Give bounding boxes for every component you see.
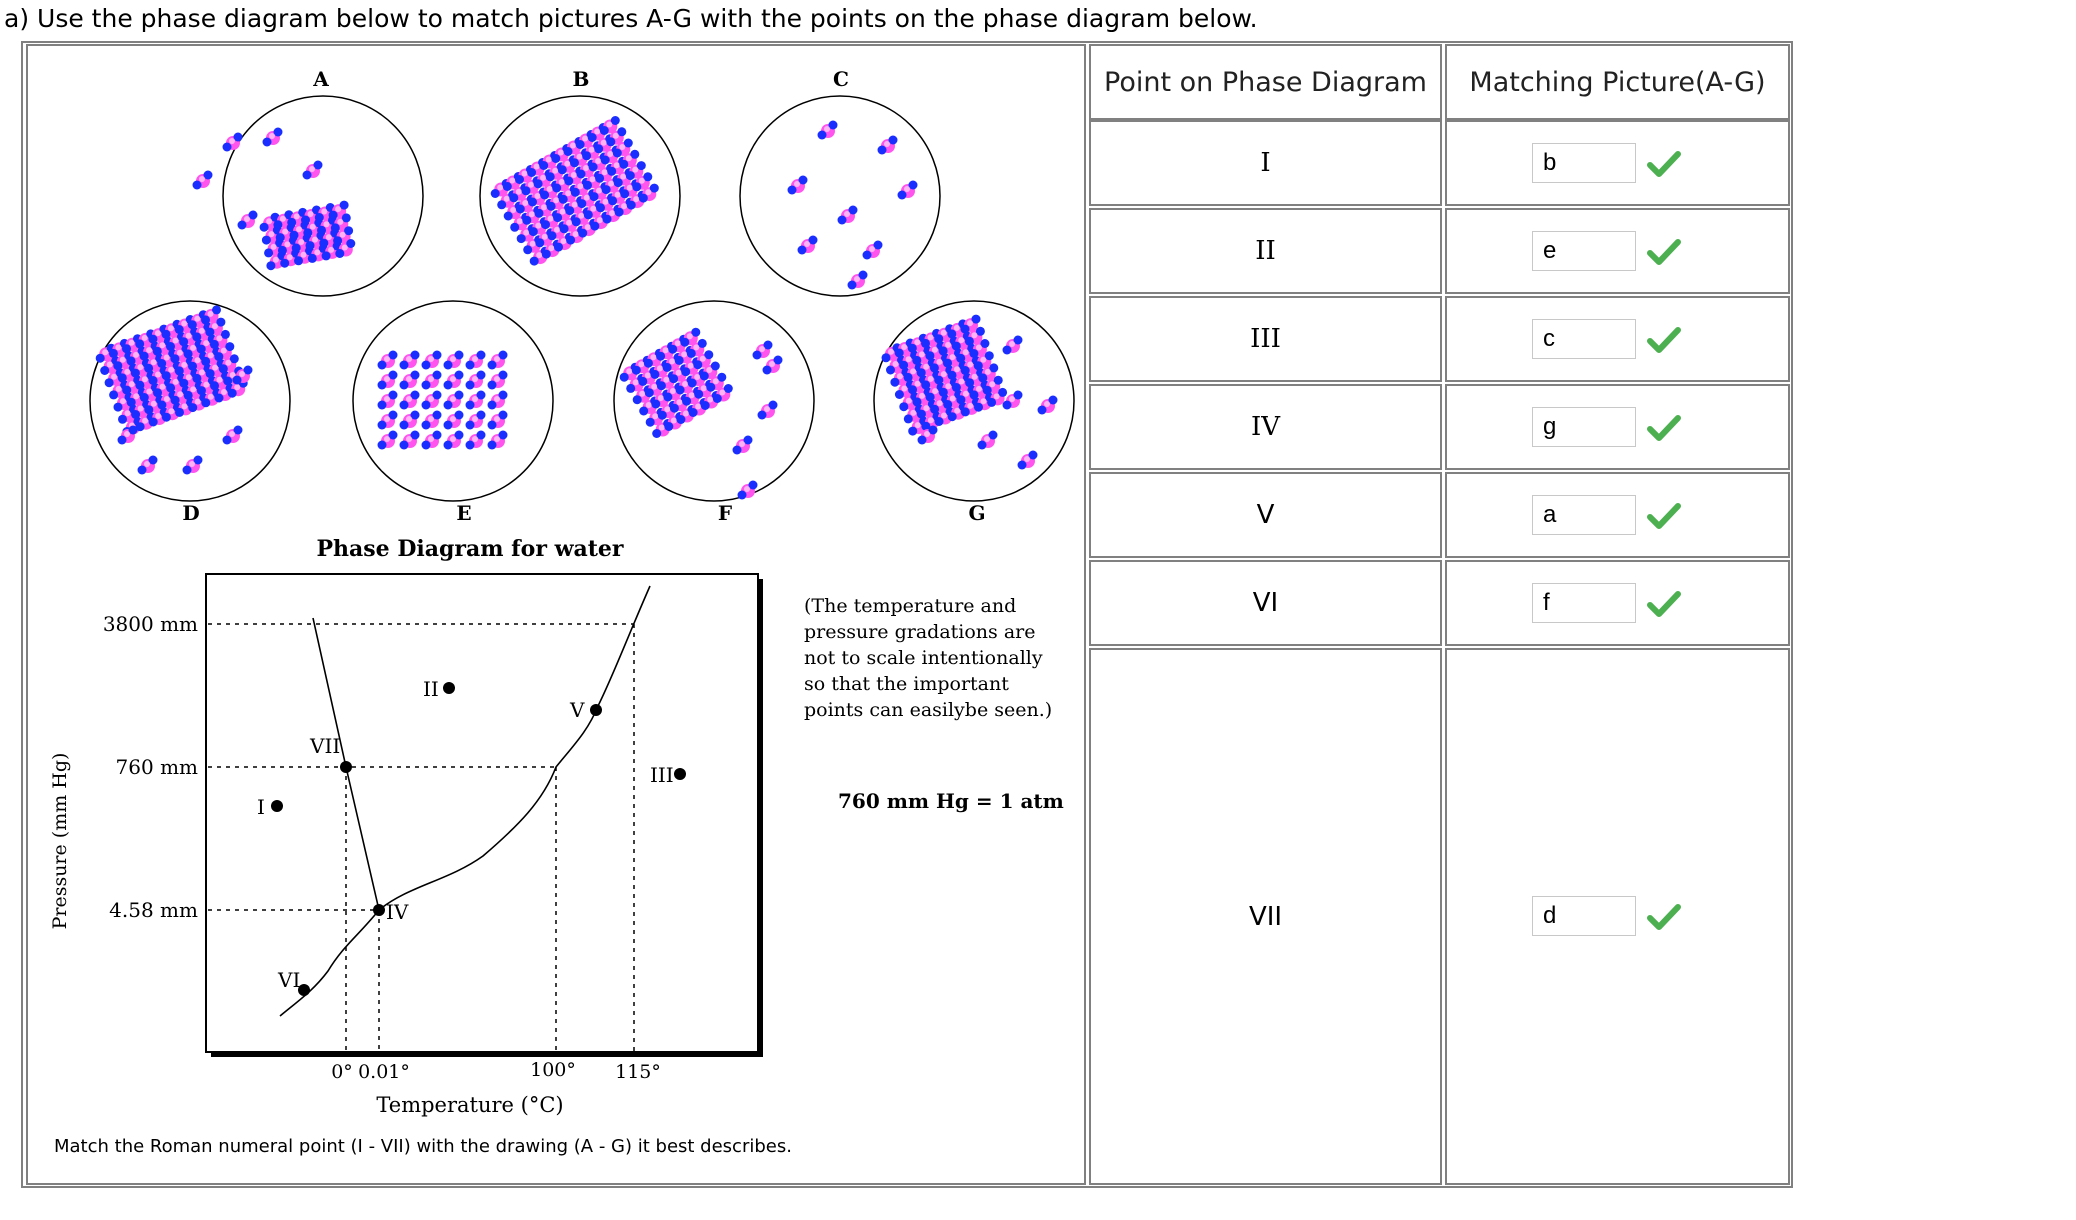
check-icon [1647, 589, 1681, 619]
figure-canvas [28, 46, 1084, 1183]
header-point: Point on Phase Diagram [1089, 44, 1442, 120]
row-point-vi: VI [1089, 560, 1442, 646]
x-tick-100: 100° [530, 1059, 576, 1081]
check-icon [1647, 902, 1681, 932]
note-line-5: points can easilybe seen.) [804, 699, 1053, 721]
question-text: a) Use the phase diagram below to match pictures A-G with the points on the phase diagram below. [4, 4, 1258, 33]
row-answer-cell-i [1445, 120, 1790, 206]
row-answer-cell-v [1445, 472, 1790, 558]
point-vii-label: VII [310, 734, 341, 758]
point-ii-marker [443, 682, 455, 694]
answer-input-iii[interactable]: c [1532, 319, 1636, 359]
note-line-4: so that the important [804, 673, 1009, 695]
row-point-i: I [1089, 120, 1442, 206]
row-answer-cell-ii [1445, 208, 1790, 294]
y-axis-label: Pressure (mm Hg) [49, 752, 71, 930]
point-iv-label: IV [386, 900, 409, 924]
point-i-marker [271, 800, 283, 812]
point-vi-label: VI [278, 968, 301, 992]
picture-label-a: A [313, 67, 329, 91]
check-icon [1647, 149, 1681, 179]
instruction-text: Match the Roman numeral point (I - VII) with the drawing (A - G) it best describes. [54, 1136, 792, 1157]
row-answer-cell-vii [1445, 648, 1790, 1185]
check-icon [1647, 325, 1681, 355]
row-point-v: V [1089, 472, 1442, 558]
header-picture: Matching Picture(A-G) [1445, 44, 1790, 120]
note-line-1: (The temperature and [804, 595, 1017, 617]
molecule-drawings [96, 116, 1058, 500]
row-point-vii: VII [1089, 648, 1442, 1185]
picture-label-c: C [833, 67, 849, 91]
answer-input-vii[interactable]: d [1532, 896, 1636, 936]
row-point-iv: IV [1089, 384, 1442, 470]
row-answer-cell-iv [1445, 384, 1790, 470]
note-line-2: pressure gradations are [804, 621, 1036, 643]
answer-input-vi[interactable]: f [1532, 583, 1636, 623]
row-answer-cell-iii [1445, 296, 1790, 382]
y-tick-4-58: 4.58 mm [109, 898, 198, 922]
x-tick-0: 0° [331, 1061, 353, 1083]
answer-input-iv[interactable]: g [1532, 407, 1636, 447]
conversion-note: 760 mm Hg = 1 atm [838, 789, 1064, 813]
point-iii-marker [674, 768, 686, 780]
picture-label-d: D [182, 501, 200, 525]
row-point-iii: III [1089, 296, 1442, 382]
check-icon [1647, 237, 1681, 267]
note-line-3: not to scale intentionally [804, 647, 1043, 669]
answer-input-v[interactable]: a [1532, 495, 1636, 535]
picture-label-g: G [968, 501, 986, 525]
y-tick-3800: 3800 mm [102, 612, 198, 636]
point-iii-label: III [650, 763, 674, 787]
answer-input-i[interactable]: b [1532, 143, 1636, 183]
row-answer-cell-vi [1445, 560, 1790, 646]
picture-label-f: F [717, 501, 733, 525]
point-v-label: V [570, 698, 585, 722]
point-vii-marker [340, 761, 352, 773]
x-tick-0-01: 0.01° [358, 1061, 410, 1083]
point-iv-marker [373, 904, 385, 916]
picture-label-b: B [572, 67, 590, 91]
check-icon [1647, 501, 1681, 531]
diagram-title: Phase Diagram for water [316, 536, 624, 562]
row-point-ii: II [1089, 208, 1442, 294]
y-tick-760: 760 mm [115, 755, 198, 779]
point-v-marker [590, 704, 602, 716]
x-axis-label: Temperature (°C) [376, 1093, 564, 1117]
x-tick-115: 115° [615, 1061, 661, 1083]
point-ii-label: II [423, 677, 439, 701]
picture-a-circle [223, 96, 423, 296]
phase-diagram-figure [26, 44, 1086, 1185]
check-icon [1647, 413, 1681, 443]
point-i-label: I [257, 795, 265, 819]
picture-label-e: E [456, 501, 472, 525]
answer-input-ii[interactable]: e [1532, 231, 1636, 271]
